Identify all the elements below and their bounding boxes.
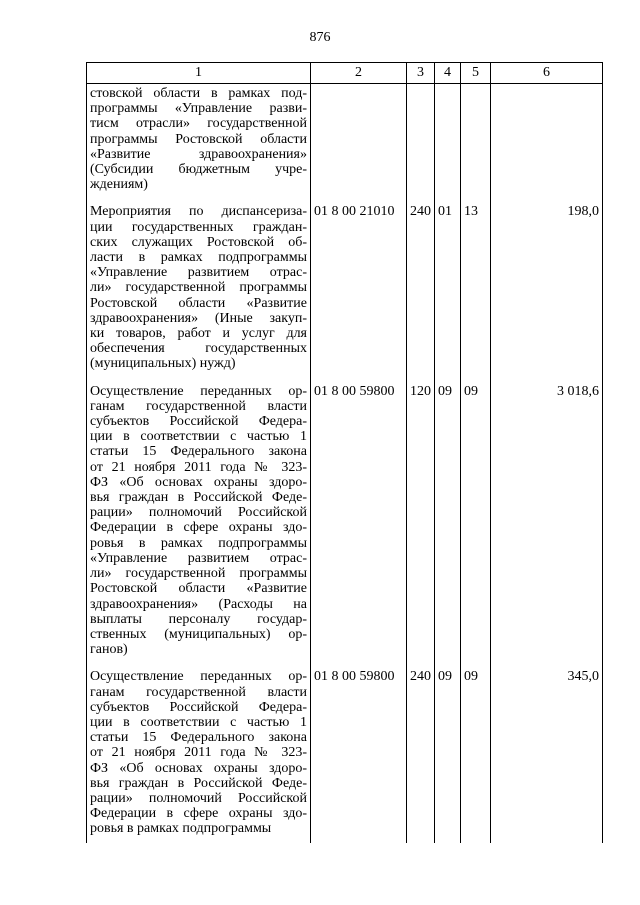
row-col-4: 09 bbox=[435, 663, 461, 842]
description-line: программы Ростовской области bbox=[90, 131, 307, 147]
row-col-3 bbox=[407, 84, 435, 199]
row-code: 01 8 00 59800 bbox=[311, 378, 407, 664]
row-amount: 198,0 bbox=[491, 198, 603, 377]
description-line: Осуществление переданных ор- bbox=[90, 383, 307, 399]
description-line: субъектов Российской Федера- bbox=[90, 414, 307, 430]
description-line: вья граждан в Российской Феде- bbox=[90, 490, 307, 506]
description-line: ровья в рамках подпрограммы bbox=[90, 535, 307, 551]
description-line: «Управление развитием отрас- bbox=[90, 550, 307, 566]
table-row bbox=[87, 378, 603, 664]
row-code: 01 8 00 21010 bbox=[311, 198, 407, 377]
description-line: статьи 15 Федерального закона bbox=[90, 730, 307, 746]
row-col-5: 09 bbox=[461, 663, 491, 842]
description-line: от 21 ноября 2011 года № 323- bbox=[90, 745, 307, 761]
row-col-4: 01 bbox=[435, 198, 461, 377]
description-line: Мероприятия по диспансериза- bbox=[90, 204, 307, 220]
description-line: Федерации в сфере охраны здо- bbox=[90, 520, 307, 536]
description-line: рации» полномочий Российской bbox=[90, 505, 307, 521]
row-code: 01 8 00 59800 bbox=[311, 663, 407, 842]
row-col-4 bbox=[435, 84, 461, 199]
description-line: статьи 15 Федерального закона bbox=[90, 444, 307, 460]
description-line: ганам государственной власти bbox=[90, 684, 307, 700]
description-line: ровья в рамках подпрограммы bbox=[90, 821, 272, 837]
table-row bbox=[87, 198, 603, 377]
page-number: 876 bbox=[309, 30, 331, 45]
description-line: ФЗ «Об основах охраны здоро- bbox=[90, 760, 307, 776]
header-col-3: 3 bbox=[407, 63, 435, 84]
row-col-5: 13 bbox=[461, 198, 491, 377]
description-line: здравоохранения» (Расходы на bbox=[90, 596, 307, 612]
description-line: ждениям) bbox=[90, 177, 148, 193]
description-line: ли» государственной программы bbox=[90, 566, 307, 582]
description-line: субъектов Российской Федера- bbox=[90, 699, 307, 715]
header-col-1: 1 bbox=[87, 63, 311, 84]
row-description bbox=[87, 378, 311, 664]
row-col-3: 240 bbox=[407, 198, 435, 377]
description-line: (Субсидии бюджетным учре- bbox=[90, 162, 307, 178]
description-line: Ростовской области «Развитие bbox=[90, 295, 307, 311]
description-line: ки товаров, работ и услуг для bbox=[90, 326, 307, 342]
description-line: ФЗ «Об основах охраны здоро- bbox=[90, 474, 307, 490]
row-description bbox=[87, 198, 311, 377]
header-col-6: 6 bbox=[491, 63, 603, 84]
row-col-3: 240 bbox=[407, 663, 435, 842]
description-line: (муниципальных) нужд) bbox=[90, 356, 236, 372]
description-line: обеспечения государственных bbox=[90, 341, 307, 357]
header-row bbox=[87, 63, 603, 84]
description-line: тисм отрасли» государственной bbox=[90, 116, 307, 132]
row-amount: 345,0 bbox=[491, 663, 603, 842]
description-line: «Управление развитием отрас- bbox=[90, 265, 307, 281]
description-line: ганов) bbox=[90, 642, 128, 658]
description-line: здравоохранения» (Иные закуп- bbox=[90, 310, 307, 326]
description-line: ственных (муниципальных) ор- bbox=[90, 626, 307, 642]
description-line: Осуществление переданных ор- bbox=[90, 669, 307, 685]
description-line: от 21 ноября 2011 года № 323- bbox=[90, 459, 307, 475]
budget-table bbox=[86, 62, 603, 843]
row-col-4: 09 bbox=[435, 378, 461, 664]
description-line: программы «Управление разви- bbox=[90, 101, 307, 117]
header-col-2: 2 bbox=[311, 63, 407, 84]
description-line: Ростовской области «Развитие bbox=[90, 581, 307, 597]
table-row bbox=[87, 84, 603, 199]
row-col-5: 09 bbox=[461, 378, 491, 664]
row-amount: 3 018,6 bbox=[491, 378, 603, 664]
row-col-3: 120 bbox=[407, 378, 435, 664]
row-amount bbox=[491, 84, 603, 199]
description-line: ли» государственной программы bbox=[90, 280, 307, 296]
description-line: ции в соответствии с частью 1 bbox=[90, 714, 307, 730]
row-description bbox=[87, 84, 311, 199]
table-row bbox=[87, 663, 603, 842]
description-line: ции в соответствии с частью 1 bbox=[90, 429, 307, 445]
description-line: ганам государственной власти bbox=[90, 398, 307, 414]
row-code bbox=[311, 84, 407, 199]
header-col-5: 5 bbox=[461, 63, 491, 84]
row-description bbox=[87, 663, 311, 842]
header-col-4: 4 bbox=[435, 63, 461, 84]
description-line: Федерации в сфере охраны здо- bbox=[90, 806, 307, 822]
description-line: ции государственных граждан- bbox=[90, 219, 307, 235]
description-line: рации» полномочий Российской bbox=[90, 790, 307, 806]
table-body bbox=[87, 84, 603, 843]
row-col-5 bbox=[461, 84, 491, 199]
description-line: «Развитие здравоохранения» bbox=[90, 146, 307, 162]
description-line: выплаты персоналу государ- bbox=[90, 611, 307, 627]
description-line: стовской области в рамках под- bbox=[90, 86, 307, 101]
description-line: вья граждан в Российской Феде- bbox=[90, 775, 307, 791]
description-line: ласти в рамках подпрограммы bbox=[90, 250, 307, 266]
description-line: ских служащих Ростовской об- bbox=[90, 234, 307, 250]
